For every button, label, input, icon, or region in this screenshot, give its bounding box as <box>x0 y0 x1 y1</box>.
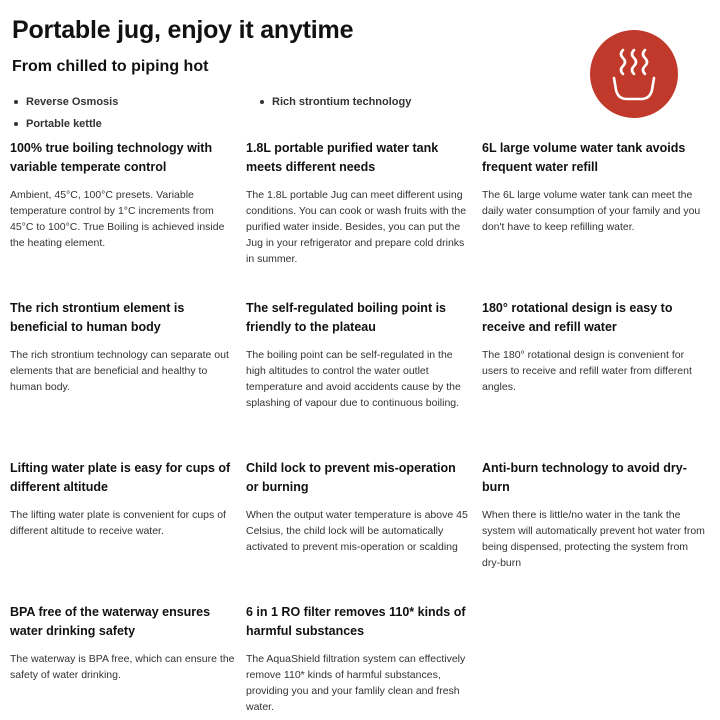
bullet-dot-icon <box>14 100 18 104</box>
feature-description: The boiling point can be self-regulated in the high altitudes to control the water outlet temperature and avoid accidents cause by the splashing of vapour due to continuous boiling. <box>246 349 461 409</box>
feature-card <box>482 299 707 395</box>
feature-card <box>246 139 471 267</box>
feature-title: Lifting water plate is easy for cups of different altitude <box>10 461 231 494</box>
feature-title: 1.8L portable purified water tank meets different needs <box>246 141 439 174</box>
page-subtitle: From chilled to piping hot <box>12 58 209 75</box>
feature-description: The rich strontium technology can separate out elements that are beneficial and healthy to human body. <box>10 349 229 393</box>
feature-description: The 180° rotational design is convenient for users to receive and refill water from different angles. <box>482 349 692 393</box>
bullet-label: Portable kettle <box>26 118 102 130</box>
feature-card <box>10 459 235 539</box>
feature-description: When there is little/no water in the tank the system will automatically prevent hot water from being dispensed, protecting the system from dry-burn <box>482 509 705 569</box>
feature-description: Ambient, 45°C, 100°C presets. Variable temperature control by 1°C increments from 45°C to 100°C. True Boiling is achieved inside the heating element. <box>10 189 225 249</box>
bullet-label: Rich strontium technology <box>272 96 412 108</box>
feature-card <box>246 299 471 411</box>
feature-card <box>10 603 235 683</box>
feature-card <box>482 459 707 571</box>
page-title: Portable jug, enjoy it anytime <box>12 16 354 44</box>
feature-description: The AquaShield filtration system can effectively remove 110* kinds of harmful substances, providing you and your famlily clean and fresh water. <box>246 653 466 713</box>
feature-title: 6 in 1 RO filter removes 110* kinds of harmful substances <box>246 605 466 638</box>
feature-description: The waterway is BPA free, which can ensure the safety of water drinking. <box>10 653 235 681</box>
feature-description: The lifting water plate is convenient for cups of different altitude to receive water. <box>10 509 226 537</box>
steaming-pot-icon <box>590 30 678 118</box>
feature-card <box>10 139 235 251</box>
bullet-item <box>14 96 118 108</box>
feature-description: When the output water temperature is above 45 Celsius, the child lock will be automatically activated to prevent mis-operation or scalding <box>246 509 468 553</box>
feature-card <box>10 299 235 395</box>
feature-title: The rich strontium element is beneficial to human body <box>10 301 185 334</box>
feature-card <box>246 603 471 715</box>
feature-description: The 6L large volume water tank can meet the daily water consumption of your family and you don't have to keep refilling water. <box>482 189 701 233</box>
bullet-item <box>260 96 411 108</box>
feature-title: 180° rotational design is easy to receive and refill water <box>482 301 673 334</box>
feature-title: BPA free of the waterway ensures water drinking safety <box>10 605 211 638</box>
bullet-item <box>14 118 102 130</box>
feature-title: The self-regulated boiling point is friendly to the plateau <box>246 301 447 334</box>
feature-card <box>482 139 707 235</box>
bullet-dot-icon <box>260 100 264 104</box>
feature-title: Anti-burn technology to avoid dry-burn <box>482 461 687 494</box>
bullet-label: Reverse Osmosis <box>26 96 119 108</box>
feature-card <box>246 459 471 555</box>
feature-title: 100% true boiling technology with variable temperate control <box>10 141 213 174</box>
feature-title: Child lock to prevent mis-operation or burning <box>246 461 456 494</box>
feature-title: 6L large volume water tank avoids frequent water refill <box>482 141 686 174</box>
bullet-dot-icon <box>14 122 18 126</box>
feature-description: The 1.8L portable Jug can meet different using conditions. You can cook or wash fruits with the purified water inside. Besides, you can put the Jug in your refrigerator and prepare cold drinks in summer. <box>246 189 467 265</box>
